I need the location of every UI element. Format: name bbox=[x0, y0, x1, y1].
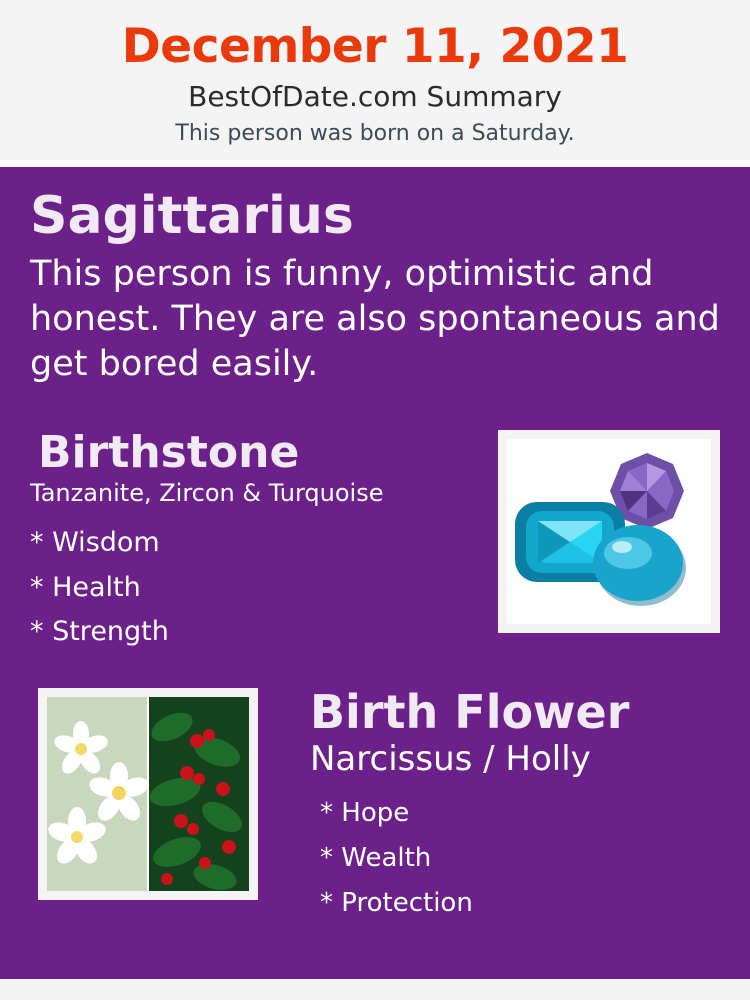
birth-flower-photo bbox=[38, 688, 258, 900]
list-item: * Protection bbox=[320, 887, 473, 918]
birth-flower-names: Narcissus / Holly bbox=[310, 738, 591, 779]
list-item: * Wisdom bbox=[30, 527, 160, 559]
birthstone-text-block bbox=[30, 427, 470, 655]
born-weekday-text: This person was born on a Saturday. bbox=[175, 121, 575, 147]
site-summary-label: BestOfDate.com Summary bbox=[188, 80, 562, 114]
birth-flower-title: Birth Flower bbox=[310, 685, 630, 740]
flower-illustration bbox=[47, 697, 249, 891]
list-item: * Strength bbox=[30, 616, 169, 648]
page-header bbox=[0, 0, 750, 160]
birth-flower-section bbox=[30, 685, 720, 938]
zodiac-sign-name: Sagittarius bbox=[30, 186, 354, 247]
list-item: * Wealth bbox=[320, 843, 432, 874]
birthstone-names: Tanzanite, Zircon & Turquoise bbox=[30, 478, 384, 507]
list-item: * Health bbox=[30, 571, 141, 603]
birthstone-section bbox=[30, 427, 720, 660]
list-item: * Hope bbox=[320, 798, 410, 829]
summary-body bbox=[0, 167, 750, 979]
birthstone-title: Birthstone bbox=[38, 427, 300, 479]
birthstone-traits-list bbox=[30, 521, 470, 655]
zodiac-description: This person is funny, optimistic and honest. They are also spontaneous and get bored easily. bbox=[30, 253, 720, 384]
page-title: December 11, 2021 bbox=[121, 19, 629, 74]
gemstone-illustration bbox=[507, 439, 711, 624]
birthstone-gems-photo bbox=[498, 430, 720, 633]
birth-flower-text-block bbox=[280, 685, 720, 925]
header-divider bbox=[0, 160, 750, 167]
birth-flower-traits-list bbox=[280, 791, 720, 925]
